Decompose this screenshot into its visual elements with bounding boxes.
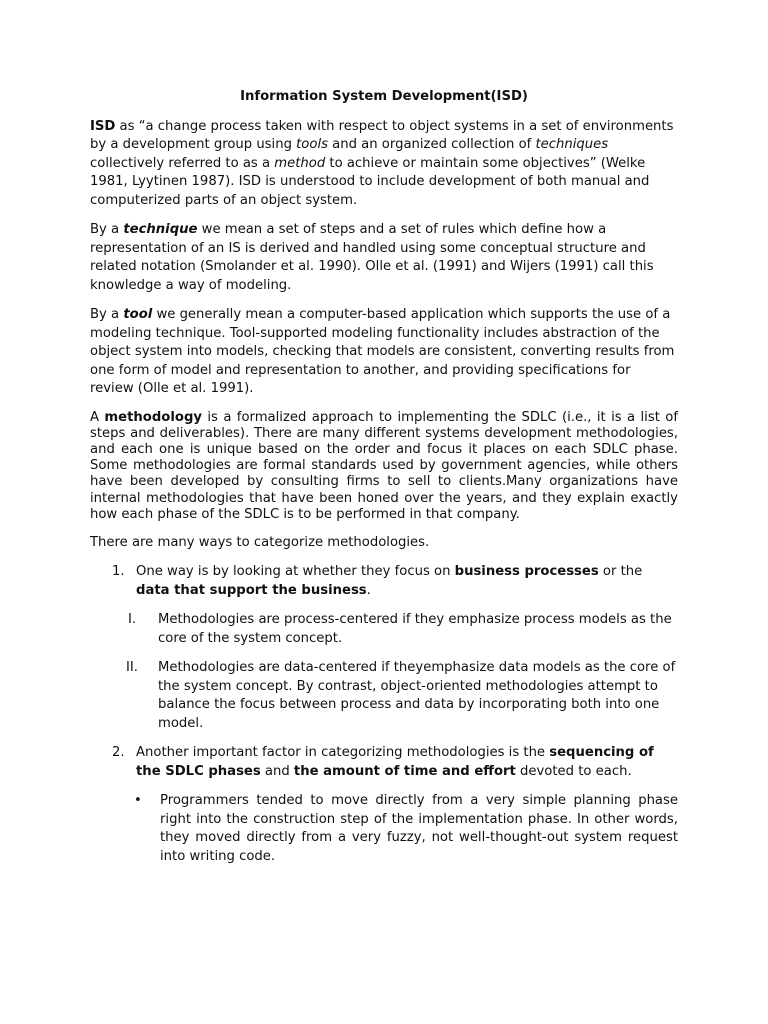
term-techniques: techniques (535, 137, 609, 152)
list-marker: 1. (112, 564, 125, 580)
roman-marker: II. (126, 660, 138, 676)
term-sequencing: sequencing of the SDLC phases (136, 745, 654, 779)
paragraph-technique: By a technique we mean a set of steps and a set of rules which define how a representation of an IS is derived and handled using some conceptual structure and related notation (Smolander et al. 1990). Olle et al. (1991) and Wijers (1991) call this knowledge a way of modeling. (90, 222, 654, 293)
term-methodology: methodology (104, 409, 202, 425)
methodology-list (90, 563, 678, 866)
list-item-2: 2. Another important factor in categorizing methodologies is the sequencing of the SDLC phases and the amount of time and effort devoted to each. (112, 745, 654, 779)
term-method: method (274, 155, 326, 171)
term-data-support: data that support the business (136, 582, 367, 598)
bullet-marker: • (134, 793, 142, 809)
sub-item-ii: II. Methodologies are data-centered if theyemphasize data models as the core of the system concept. By contrast, object-oriented methodologies attempt to balance the focus between process and data by incorporating both into one model. (90, 659, 678, 733)
list-item-1: 1. One way is by looking at whether they focus on business processes or the data that support the business. (112, 564, 643, 598)
term-time-effort: the amount of time and effort (293, 763, 516, 779)
term-technique: technique (123, 222, 198, 237)
document-page (90, 88, 678, 877)
list-marker: 2. (112, 745, 125, 761)
term-tool: tool (123, 307, 153, 322)
document-title: Information System Development(ISD) (240, 89, 528, 104)
paragraph-categorize: There are many ways to categorize methodologies. (90, 534, 430, 550)
bullet-item: • Programmers tended to move directly from a very simple planning phase right into the construction step of the implementation phase. In other words, they moved directly from a very fuzzy, not well-thought-out system request into writing code. (134, 793, 678, 864)
sub-item-i: I. Methodologies are process-centered if they emphasize process models as the core of the system concept. (90, 611, 678, 648)
term-isd: ISD (90, 118, 116, 134)
roman-marker: I. (127, 612, 137, 628)
paragraph-tool: By a tool we generally mean a computer-based application which supports the use of a modeling technique. Tool-supported modeling functionality includes abstraction of the object system into models, checking that models are consistent, converting results from one form of model and representation to another, and providing specifications for review (Olle et al. 1991). (90, 307, 675, 396)
term-business-processes: business processes (454, 564, 599, 580)
paragraph-isd-definition: ISD as “a change process taken with respect to object systems in a set of environments by a development group using tools and an organized collection of techniques collectively referred to as a method to achieve or maintain some objectives” (Welke 1981, Lyytinen 1987). ISD is understood to include development of both manual and computerized parts of an object system. (90, 118, 674, 208)
paragraph-methodology: A methodology is a formalized approach to implementing the SDLC (i.e., it is a list of steps and deliverables). There are many different systems development methodologies, and each one is unique based on the order and focus it places on each SDLC phase. Some methodologies are formal standards used by government agencies, while others have been developed by consulting firms to sell to clients.Many organizations have internal methodologies that have been honed over the years, and they explain exactly how each phase of the SDLC is to be performed in that company. (90, 409, 678, 522)
term-tools: tools (296, 137, 328, 152)
